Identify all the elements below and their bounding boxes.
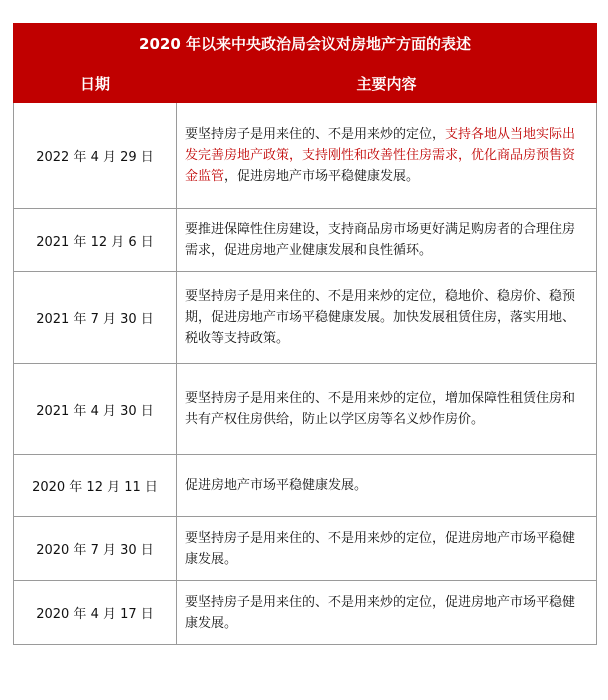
column-header-content: 主要内容 [177,64,597,103]
highlighted-policy-text: 支持各地从当地实际出发完善房地产政策，支持刚性和改善性住房需求，优化商品房预售资金监管 [185,127,576,184]
row-date: 2021 年 7 月 30 日 [14,272,177,364]
policy-table-container [13,23,597,645]
row-content: 要坚持房子是用来住的、不是用来炒的定位，增加保障性租赁住房和共有产权住房供给，防止以学区房等名义炒作房价。 [177,364,597,455]
row-content: 要推进保障性住房建设，支持商品房市场更好满足购房者的合理住房需求，促进房地产业健康发展和良性循环。 [177,209,597,272]
row-date: 2021 年 4 月 30 日 [14,364,177,455]
row-date: 2020 年 12 月 11 日 [14,455,177,517]
table-row [14,517,597,581]
table-row [14,455,597,517]
row-date: 2021 年 12 月 6 日 [14,209,177,272]
row-content [177,103,597,209]
row-content: 要坚持房子是用来住的、不是用来炒的定位，促进房地产市场平稳健康发展。 [177,517,597,581]
row-date: 2022 年 4 月 29 日 [14,103,177,209]
row-content: 促进房地产市场平稳健康发展。 [177,455,597,517]
content-text: 要坚持房子是用来住的、不是用来炒的定位， [185,127,446,142]
table-row [14,272,597,364]
table-title: 2020 年以来中央政治局会议对房地产方面的表述 [14,24,597,64]
row-date: 2020 年 7 月 30 日 [14,517,177,581]
content-text: ，促进房地产市场平稳健康发展。 [224,169,420,184]
header-row [14,64,597,103]
policy-table [13,23,597,645]
table-row [14,209,597,272]
row-content: 要坚持房子是用来住的、不是用来炒的定位，稳地价、稳房价、稳预期，促进房地产市场平稳健康发展。加快发展租赁住房，落实用地、税收等支持政策。 [177,272,597,364]
table-row [14,364,597,455]
column-header-date: 日期 [14,64,177,103]
row-content: 要坚持房子是用来住的、不是用来炒的定位，促进房地产市场平稳健康发展。 [177,581,597,645]
table-row [14,581,597,645]
title-row [14,24,597,64]
table-row [14,103,597,209]
row-date: 2020 年 4 月 17 日 [14,581,177,645]
